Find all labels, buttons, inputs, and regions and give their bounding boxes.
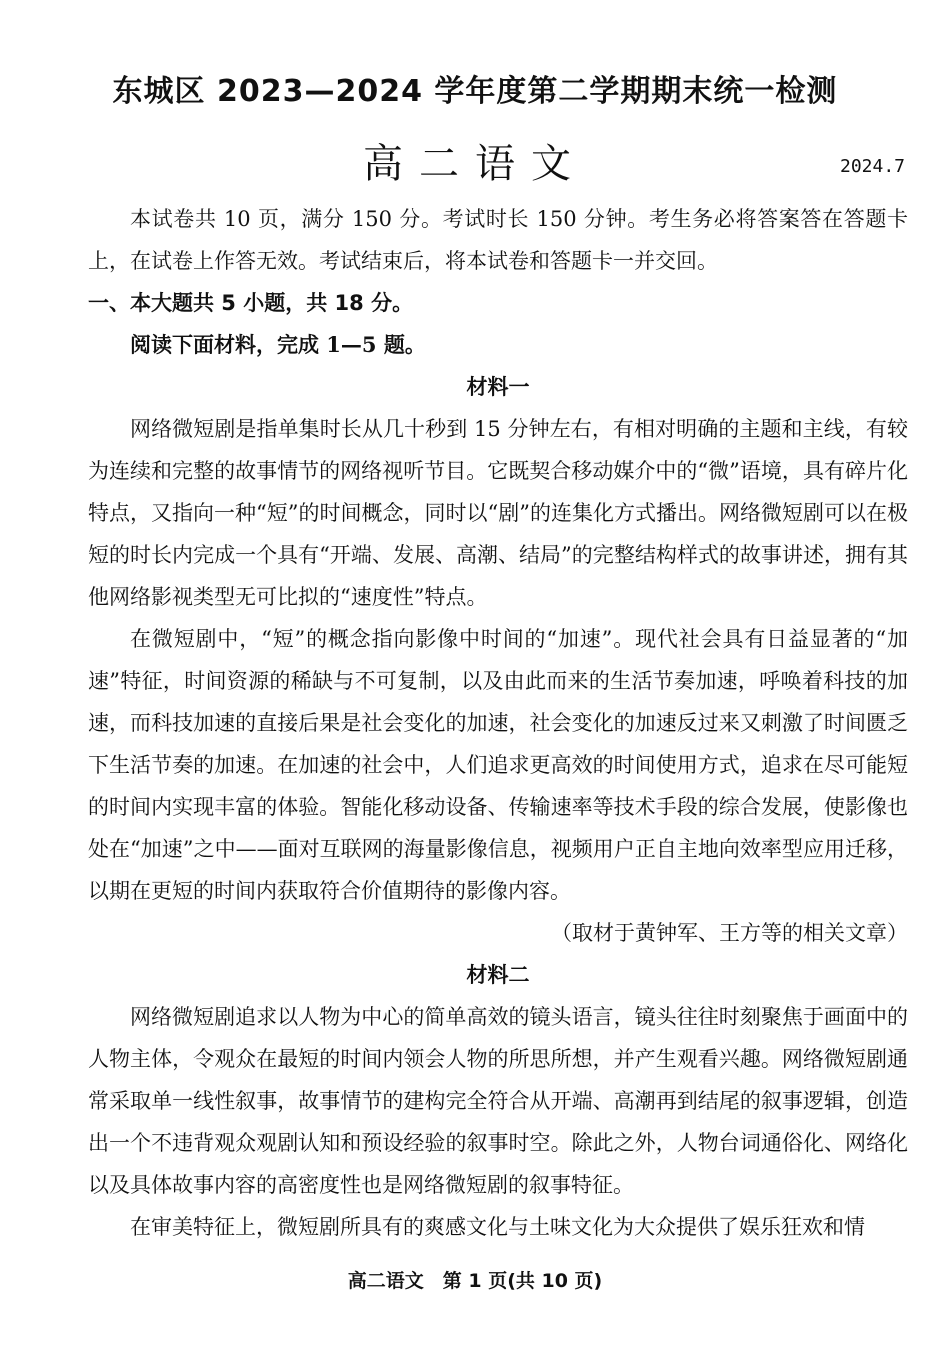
material-2-paragraph-1: 网络微短剧追求以人物为中心的简单高效的镜头语言，镜头往往时刻聚焦于画面中的人物主体，令观众在最短的时间内领会人物的所思所想，并产生观看兴趣。网络微短剧通常采取单一线性叙事，故事情节的建构完全符合从开端、高潮再到结尾的叙事逻辑，创造出一个不违背观众观剧认知和预设经验的叙事时空。除此之外，人物台词通俗化、网络化以及具体故事内容的高密度性也是网络微短剧的叙事特征。	[88, 1005, 908, 1197]
section-title: 一、本大题共 5 小题，共 18 分。	[88, 291, 414, 315]
material-2-paragraph-2: 在审美特征上，微短剧所具有的爽感文化与土味文化为大众提供了娱乐狂欢和情	[130, 1215, 865, 1239]
section-prompt: 阅读下面材料，完成 1—5 题。	[130, 332, 426, 357]
instructions: 本试卷共 10 页，满分 150 分。考试时长 150 分钟。考生务必将答案答在答题卡上，在试卷上作答无效。考试结束后，将本试卷和答题卡一并交回。	[88, 207, 908, 273]
material-1-paragraph-1: 网络微短剧是指单集时长从几十秒到 15 分钟左右，有相对明确的主题和主线，有较为连续和完整的故事情节的网络视听节目。它既契合移动媒介中的“微”语境，具有碎片化特点，又指向一种“短”的时间概念，同时以“剧”的连集化方式播出。网络微短剧可以在极短的时长内完成一个具有“开端、发展、高潮、结局”的完整结构样式的故事讲述，拥有其他网络影视类型无可比拟的“速度性”特点。	[88, 417, 908, 609]
material-2-title: 材料二	[466, 963, 530, 987]
page-footer: 高二语文 第 1 页(共 10 页)	[347, 1270, 603, 1292]
material-1-title: 材料一	[466, 375, 530, 399]
material-1-paragraph-2: 在微短剧中，“短”的概念指向影像中时间的“加速”。现代社会具有日益显著的“加速”特征，时间资源的稀缺与不可复制，以及由此而来的生活节奏加速，呼唤着科技的加速，而科技加速的直接后果是社会变化的加速，社会变化的加速反过来又刺激了时间匮乏下生活节奏的加速。在加速的社会中，人们追求更高效的时间使用方式，追求在尽可能短的时间内实现丰富的体验。智能化移动设备、传输速率等技术手段的综合发展，使影像也处在“加速”之中——面对互联网的海量影像信息，视频用户正自主地向效率型应用迁移，以期在更短的时间内获取符合价值期待的影像内容。	[88, 627, 908, 903]
exam-title: 东城区 2023—2024 学年度第二学期期末统一检测	[112, 74, 838, 109]
subject-title: 高二语文	[363, 141, 587, 187]
exam-date: 2024.7	[840, 156, 906, 177]
exam-body	[88, 198, 908, 1248]
material-1-source: （取材于黄钟军、王方等的相关文章）	[551, 921, 908, 945]
